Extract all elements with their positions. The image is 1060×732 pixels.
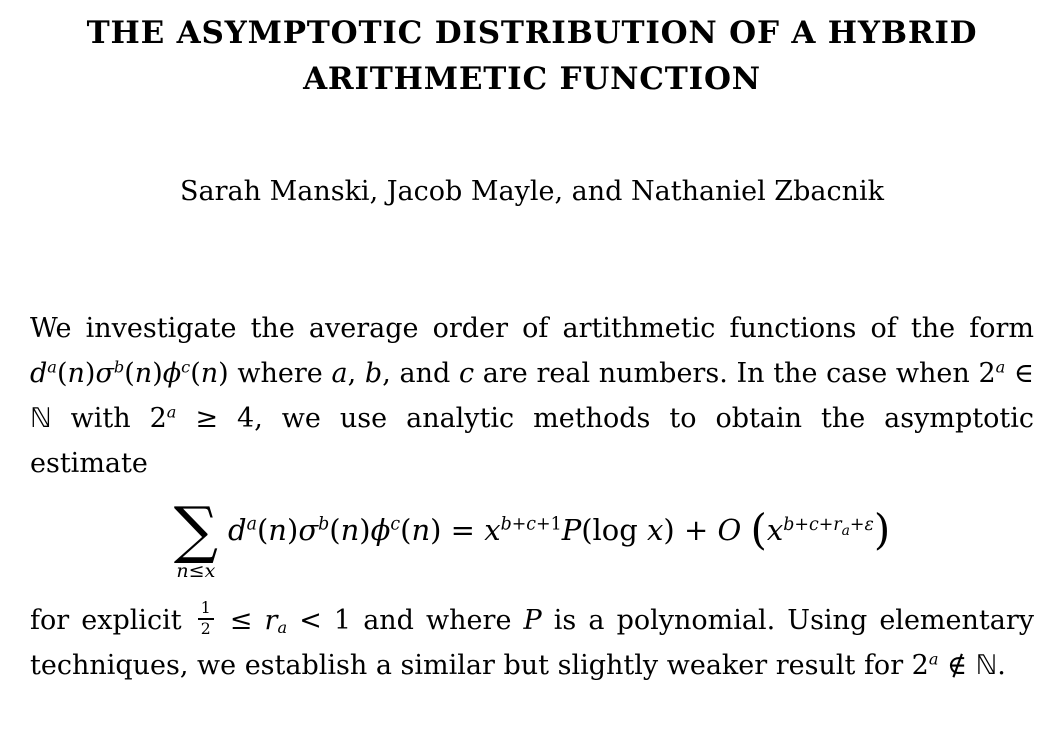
title-line-1: THE ASYMPTOTIC DISTRIBUTION OF A HYBRID (86, 15, 978, 51)
display-equation (30, 493, 1034, 582)
paper-title (30, 10, 1034, 102)
summation-limits: n≤x (176, 560, 216, 582)
equation-body: $d^a(n)\sigma^b(n)\phi^c(n) = x^{b+c+1}P(\log$ x) + O $(x^{b+c+r_a+\varepsilon})$ (228, 505, 891, 555)
abstract-paragraph: We investigate the average order of artithmetic functions of the form $d^a(n)\sigma^b(n)\phi^c(n)$ where a, b, and c are real numbers. In the case when 2$^a$ ∈ ℕ with $2^a \ge 4$, we use analytic methods to obtain the asymptotic estimate (30, 313, 1035, 479)
authors-line: Sarah Manski, Jacob Mayle, and Nathaniel Zbacnik (180, 176, 884, 207)
closing-paragraph: for explicit $\frac{1}{2}$ ≤ $r_a < 1$ and where P is a polynomial. Using elementary techniques, we establish a similar but slightly weaker result for 2$^a$ ∉ ℕ. (30, 597, 1034, 681)
summation (173, 493, 219, 582)
title-line-2: ARITHMETIC FUNCTION (303, 61, 761, 97)
sigma-symbol: ∑ (173, 493, 219, 566)
